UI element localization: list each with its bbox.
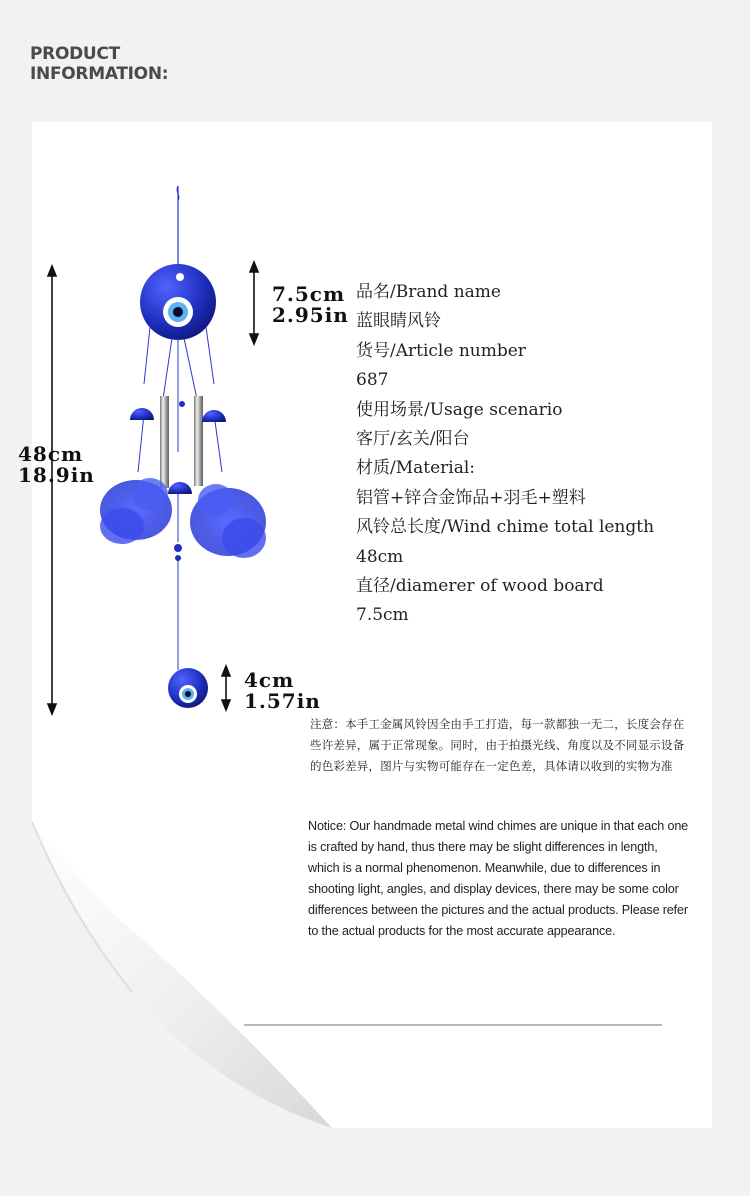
total-length-in: 18.9in (18, 463, 95, 487)
total-length-cm: 48cm (18, 442, 84, 466)
board-diameter-in: 2.95in (272, 303, 349, 327)
spec-brand-label: 品名/Brand name (356, 282, 501, 302)
page-title (30, 44, 168, 84)
eye-bead-charm (168, 668, 208, 708)
board-diameter-label (272, 284, 349, 326)
spec-article-value: 687 (356, 370, 389, 391)
spec-list (356, 278, 686, 631)
bead-diameter-in: 1.57in (244, 689, 321, 713)
spec-usage-label: 使用场景/Usage scenario (356, 399, 563, 420)
notice-english: Notice: Our handmade metal wind chimes are unique in that each one is crafted by hand, thus there may be slight differences in length, which is a normal phenomenon. Meanwhile, due to differences in shooting light, angles, and display devices, there may be some color differences between the pictures and the actual products. Please refer to the actual products for the most accurate appearance. (308, 819, 689, 938)
spec-diameter-label: 直径/diamerer of wood board (356, 575, 604, 596)
page-title-line-1: PRODUCT (30, 44, 120, 64)
divider-line (244, 1024, 662, 1026)
bead-diameter-label (244, 670, 321, 712)
paper-sheet (18, 122, 712, 1128)
spec-material-value: 铝管+锌合金饰品+羽毛+塑料 (356, 487, 586, 508)
total-length-label (18, 444, 95, 486)
spec-length-label: 风铃总长度/Wind chime total length (356, 517, 655, 538)
spec-brand-value: 蓝眼睛风铃 (356, 311, 441, 332)
bead-diameter-cm: 4cm (244, 668, 295, 692)
spec-article-label: 货号/Article number (356, 340, 526, 361)
eye-board-charm (140, 264, 216, 340)
page-title-line-2: INFORMATION: (30, 64, 169, 84)
board-diameter-cm: 7.5cm (272, 282, 346, 306)
small-beads (174, 544, 182, 561)
spec-usage-value: 客厅/玄关/阳台 (356, 428, 470, 449)
notice-chinese: 注意：本手工金属风铃因全由手工打造，每一款都独一无二，长度会存在些许差异，属于正常现象。同时，由于拍摄光线、角度以及不同显示设备的色彩差异，图片与实物可能存在一定色差，具体请以收到的实物为准 (310, 717, 685, 773)
chime-tubes (160, 396, 203, 488)
spec-diameter-value: 7.5cm (356, 605, 409, 626)
spec-length-value: 48cm (356, 546, 404, 567)
hanging-cord (177, 186, 179, 272)
spec-material-label: 材质/Material: (356, 458, 476, 479)
